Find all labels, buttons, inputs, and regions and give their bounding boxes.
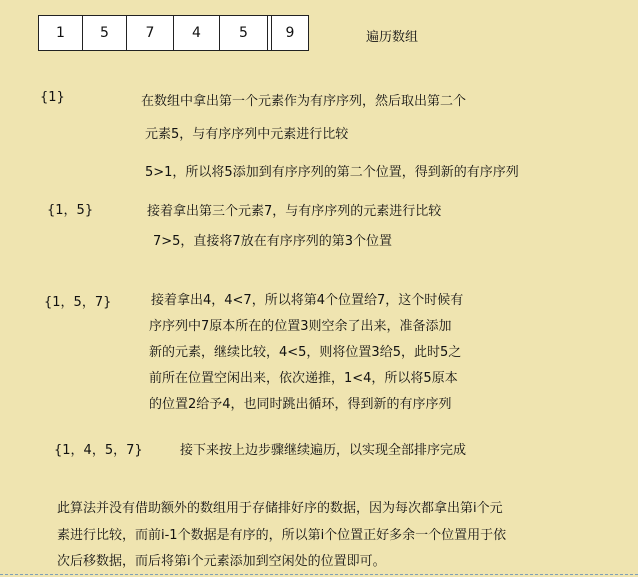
conclusion-text: 此算法并没有借助额外的数组用于存储排好序的数据，因为每次都拿出第i个元 (57, 501, 503, 516)
array-cell: 5 (220, 16, 268, 50)
sorted-set: {1} (40, 90, 65, 105)
step-text: 的位置2给予4，也同时跳出循环，得到新的有序序列 (149, 397, 452, 412)
step-text: 5>1，所以将5添加到有序序列的第二个位置，得到新的有序序列 (145, 165, 519, 180)
step-text: 序序列中7原本所在的位置3则空余了出来，准备添加 (149, 319, 452, 334)
step-text: 7>5，直接将7放在有序序列的第3个位置 (153, 234, 392, 249)
sorted-set: {1，5} (47, 203, 94, 218)
array-boxes (38, 15, 309, 51)
step-text: 元素5，与有序序列中元素进行比较 (145, 127, 349, 142)
step-text: 在数组中拿出第一个元素作为有序序列，然后取出第二个 (141, 94, 467, 109)
array-cell: 7 (127, 16, 174, 50)
sorted-set: {1，4，5，7} (54, 443, 143, 458)
array-cell: 5 (83, 16, 127, 50)
conclusion-text: 素进行比较，而前i-1个数据是有序的，所以第i个位置正好多余一个位置用于依 (57, 528, 507, 543)
sorted-set: {1，5，7} (44, 295, 112, 310)
step-text: 前所在位置空闲出来，依次递推，1<4，所以将5原本 (149, 371, 458, 386)
array-cell: 9 (271, 16, 309, 50)
step-text: 接着拿出4，4<7，所以将第4个位置给7，这个时候有 (151, 293, 464, 308)
array-cell: 4 (174, 16, 220, 50)
step-text: 新的元素，继续比较，4<5，则将位置3给5，此时5之 (149, 345, 462, 360)
step-text: 接下来按上边步骤继续遍历，以实现全部排序完成 (180, 443, 467, 458)
conclusion-text: 次后移数据，而后将第i个元素添加到空闲处的位置即可。 (57, 554, 386, 569)
array-cell: 1 (39, 16, 83, 50)
page-divider (0, 574, 638, 575)
array-label: 遍历数组 (366, 30, 419, 45)
step-text: 接着拿出第三个元素7，与有序序列的元素进行比较 (147, 204, 442, 219)
